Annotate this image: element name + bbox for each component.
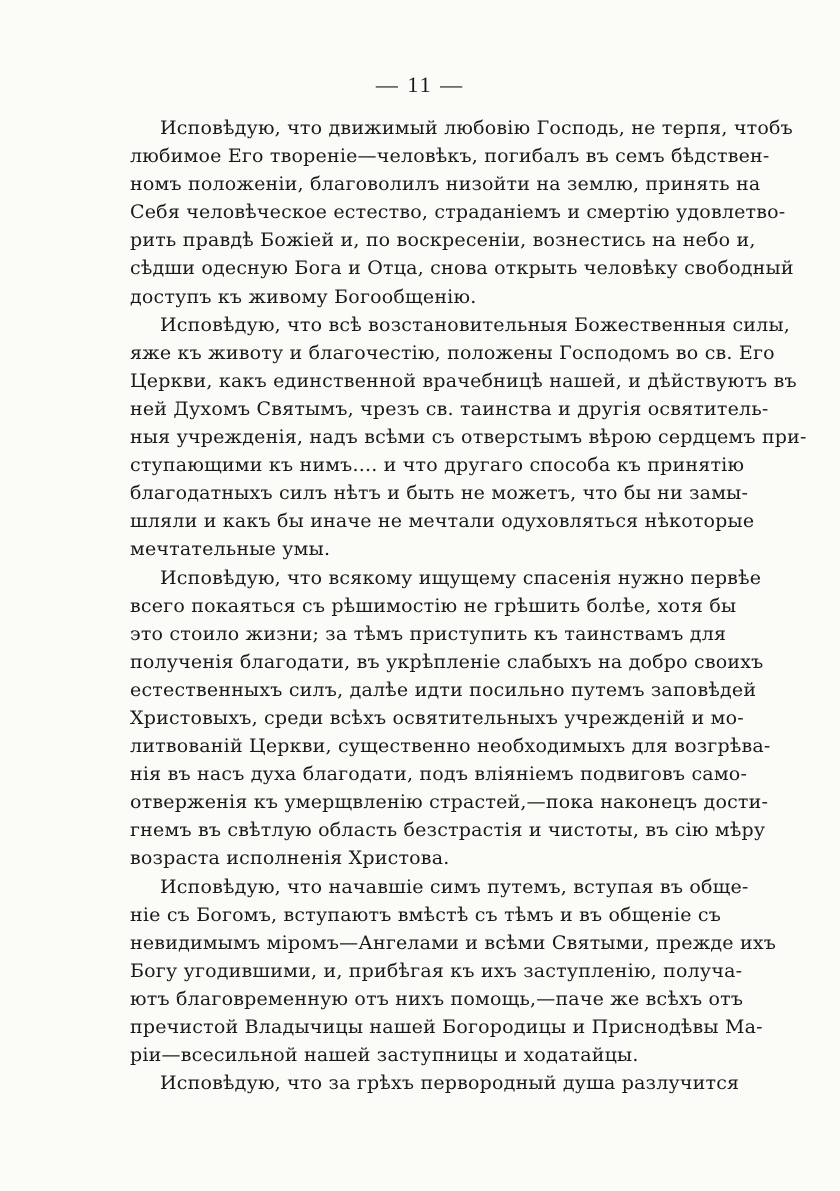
text-line: любимое Его твореніе—человѣкъ, погибалъ въ семъ бѣдствен-	[130, 145, 770, 168]
text-line: ріи—всесильной нашей заступницы и ходатайцы.	[130, 1044, 639, 1067]
text-line: номъ положеніи, благоволилъ низойти на землю, принять на	[130, 173, 761, 196]
text-line: ютъ благовременную отъ нихъ помощь,—паче же всѣхъ отъ	[130, 987, 744, 1010]
text-line: Исповѣдую, что движимый любовію Господь, не терпя, чтобъ	[160, 117, 793, 139]
text-line: всего покаяться съ рѣшимостію не грѣшить болѣе, хотя бы	[130, 594, 737, 617]
text-line: естественныхъ силъ, далѣе идти посильно путемъ заповѣдей	[130, 678, 757, 701]
text-line: доступъ къ живому Богообщенію.	[130, 285, 477, 308]
text-line: полученія благодати, въ укрѣпленіе слабыхъ на добро своихъ	[130, 650, 764, 673]
text-line: ніе съ Богомъ, вступаютъ вмѣстѣ съ тѣмъ и въ общеніе съ	[130, 903, 722, 926]
text-line: Богу угодившими, и, прибѣгая къ ихъ заступленію, получа-	[130, 959, 743, 982]
text-line: Себя человѣческое естество, страданіемъ и смертію удовлетво-	[130, 201, 786, 224]
text-line: это стоило жизни; за тѣмъ приступить къ таинствамъ для	[130, 622, 727, 645]
text-line: Исповѣдую, что всѣ возстановительныя Божественныя силы,	[160, 313, 791, 336]
text-line: сѣдши одесную Бога и Отца, снова открыть человѣку свободный	[130, 257, 794, 280]
paragraph	[130, 311, 807, 564]
text-line: Исповѣдую, что всякому ищущему спасенія нужно первѣе	[160, 566, 762, 589]
text-line: ныя учрежденія, надъ всѣми съ отверстымъ вѣрою сердцемъ при-	[130, 426, 807, 449]
text-line: шляли и какъ бы иначе не мечтали одуховляться нѣкоторые	[130, 510, 755, 533]
text-line: Церкви, какъ единственной врачебницѣ нашей, и дѣйствуютъ въ	[130, 369, 797, 392]
text-line: мечтательные умы.	[130, 538, 331, 561]
text-line: ступающими къ нимъ.... и что другаго способа къ принятію	[130, 454, 745, 477]
text-line: нія въ насъ духа благодати, подъ вліяніемъ подвиговъ само-	[130, 763, 748, 786]
text-line: Исповѣдую, что за грѣхъ первородный душа разлучится	[160, 1072, 740, 1095]
text-line: литвованій Церкви, существенно необходимыхъ для возгрѣва-	[130, 735, 771, 758]
body-text	[130, 114, 807, 1097]
text-line: гнемъ въ свѣтлую область безстрастія и чистоты, въ сію мѣру	[130, 819, 766, 842]
text-line: благодатныхъ силъ нѣтъ и быть не можетъ, что бы ни замы-	[130, 482, 749, 505]
text-line: невидимымъ міромъ—Ангелами и всѣми Святыми, прежде ихъ	[130, 931, 777, 954]
paragraph	[130, 873, 777, 1070]
text-line: ней Духомъ Святымъ, чрезъ св. таинства и другія освятитель-	[130, 397, 769, 420]
text-line: возраста исполненія Христова.	[130, 847, 450, 870]
text-line: Исповѣдую, что начавшіе симъ путемъ, вступая въ обще-	[160, 875, 749, 898]
page-number: — 11 —	[375, 72, 465, 97]
text-line: яже къ животу и благочестію, положены Господомъ во св. Его	[130, 341, 775, 364]
text-line: Христовыхъ, среди всѣхъ освятительныхъ учрежденій и мо-	[130, 706, 744, 729]
text-line: рить правдѣ Божіей и, по воскресеніи, вознестись на небо и,	[130, 229, 756, 252]
paragraph	[130, 1069, 740, 1097]
paragraph	[130, 114, 794, 311]
text-line: пречистой Владычицы нашей Богородицы и Приснодѣвы Ма-	[130, 1016, 763, 1038]
paragraph	[130, 564, 771, 873]
text-line: отверженія къ умерщвленію страстей,—пока наконецъ дости-	[130, 791, 769, 814]
